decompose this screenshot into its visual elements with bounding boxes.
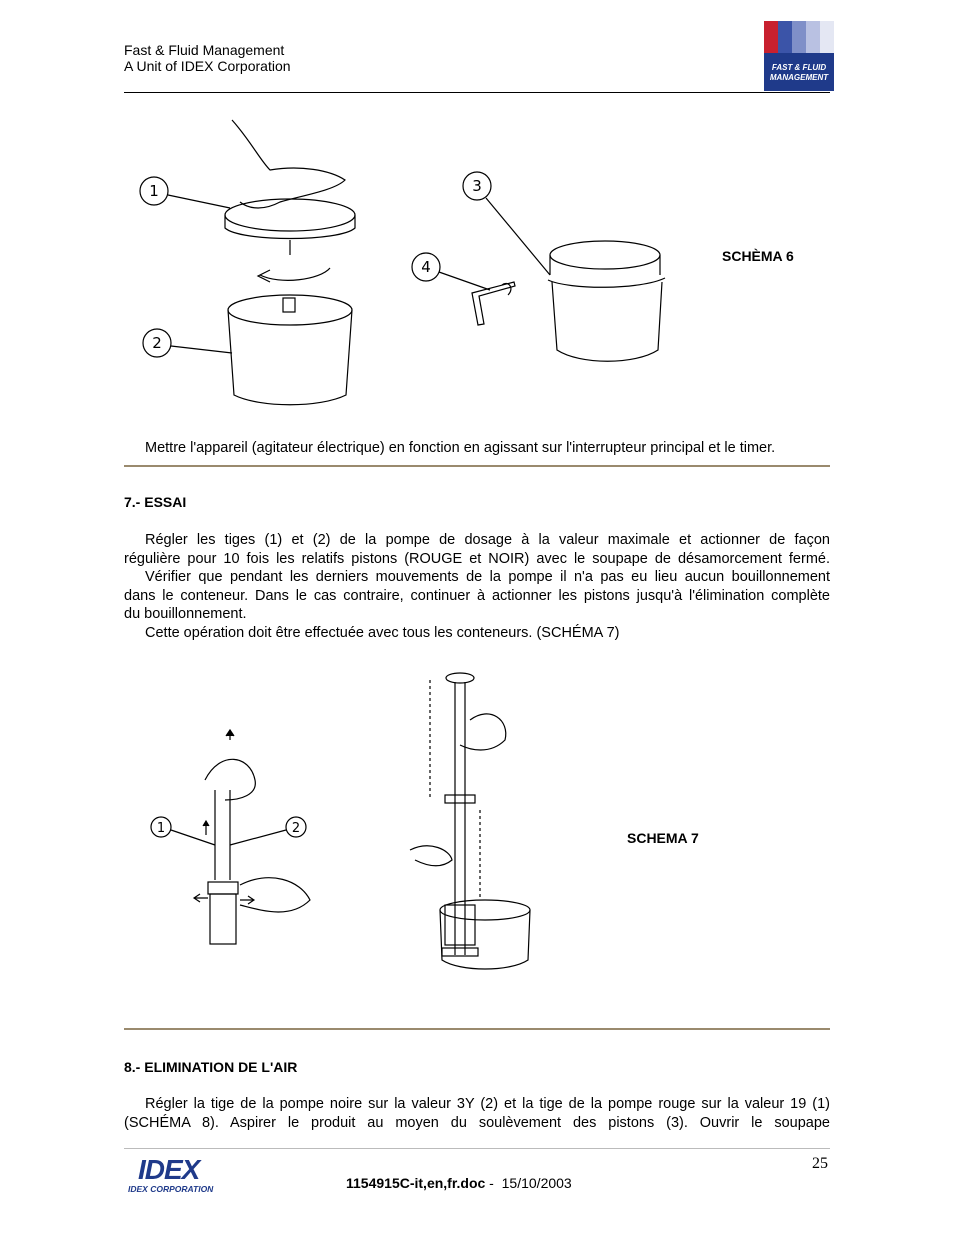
s7-p2-line1: Vérifier que pendant les derniers mouvements de la pompe il n'a pas eu lieu aucun bouillonnement bbox=[145, 569, 830, 585]
callout-4: 4 bbox=[421, 258, 431, 276]
footer-date: 15/10/2003 bbox=[501, 1175, 572, 1191]
s7-p2-line2: dans le conteneur. Dans le cas contraire, continuer à actionner les pistons jusqu'à l'élimination complète bbox=[124, 587, 830, 604]
callout-2: 2 bbox=[152, 334, 162, 352]
s8-p1-line2: (SCHÉMA 8). Aspirer le produit au moyen du soulèvement des pistons (3). Ouvrir le soupape bbox=[124, 1114, 830, 1131]
section-divider-2 bbox=[124, 1028, 830, 1030]
s8-p1-line1: Régler la tige de la pompe noire sur la valeur 3Y (2) et la tige de la pompe rouge sur la valeur 19 (1) bbox=[145, 1096, 830, 1112]
header-rule bbox=[124, 92, 830, 93]
idex-logo-text: IDEX bbox=[138, 1154, 200, 1185]
section-7-heading: 7.- ESSAI bbox=[124, 494, 187, 510]
logo-text-line2: MANAGEMENT bbox=[769, 73, 829, 82]
fig7-callout-1: 1 bbox=[156, 821, 166, 836]
idex-logo-subtext: IDEX CORPORATION bbox=[128, 1184, 214, 1194]
company-name: Fast & Fluid Management bbox=[124, 42, 285, 58]
callout-1: 1 bbox=[149, 182, 159, 200]
schema-7-illustration bbox=[140, 660, 560, 990]
footer-rule bbox=[124, 1148, 830, 1149]
footer-doc-sep: - bbox=[485, 1175, 502, 1191]
s7-p3: Cette opération doit être effectuée avec tous les conteneurs. (SCHÉMA 7) bbox=[145, 624, 620, 641]
fig6-caption-text: Mettre l'appareil (agitateur électrique) en fonction en agissant sur l'interrupteur principal et le timer. bbox=[145, 440, 776, 456]
section-7-paragraph-1 bbox=[124, 531, 830, 642]
company-subtitle: A Unit of IDEX Corporation bbox=[124, 58, 291, 74]
ffm-logo bbox=[764, 21, 834, 91]
schema-6-label: SCHÈMA 6 bbox=[722, 248, 794, 264]
s7-p1-line1: Régler les tiges (1) et (2) de la pompe de dosage à la valeur maximale et actionner de façon bbox=[145, 532, 830, 548]
idex-logo bbox=[128, 1156, 228, 1196]
section-8-heading: 8.- ELIMINATION DE L'AIR bbox=[124, 1059, 298, 1075]
callout-3: 3 bbox=[472, 177, 482, 195]
s7-p1-line2: régulière pour 10 fois les relatifs pistons (ROUGE et NOIR) avec le soupape de désamorcement fermé. bbox=[124, 550, 830, 567]
footer-doc-name: 1154915C-it,en,fr.doc bbox=[346, 1175, 486, 1191]
section-8-paragraph-1 bbox=[124, 1095, 830, 1132]
section-divider-1 bbox=[124, 465, 830, 467]
logo-text-line1: FAST & FLUID bbox=[771, 63, 827, 72]
s7-p2-line3: du bouillonnement. bbox=[124, 606, 247, 622]
fig6-caption-paragraph bbox=[124, 439, 830, 458]
schema-6-illustration bbox=[130, 110, 710, 410]
fig7-callout-2: 2 bbox=[291, 821, 301, 836]
page-number: 25 bbox=[812, 1155, 828, 1172]
footer-doc-info bbox=[346, 1175, 572, 1191]
schema-7-label: SCHEMA 7 bbox=[627, 830, 699, 846]
